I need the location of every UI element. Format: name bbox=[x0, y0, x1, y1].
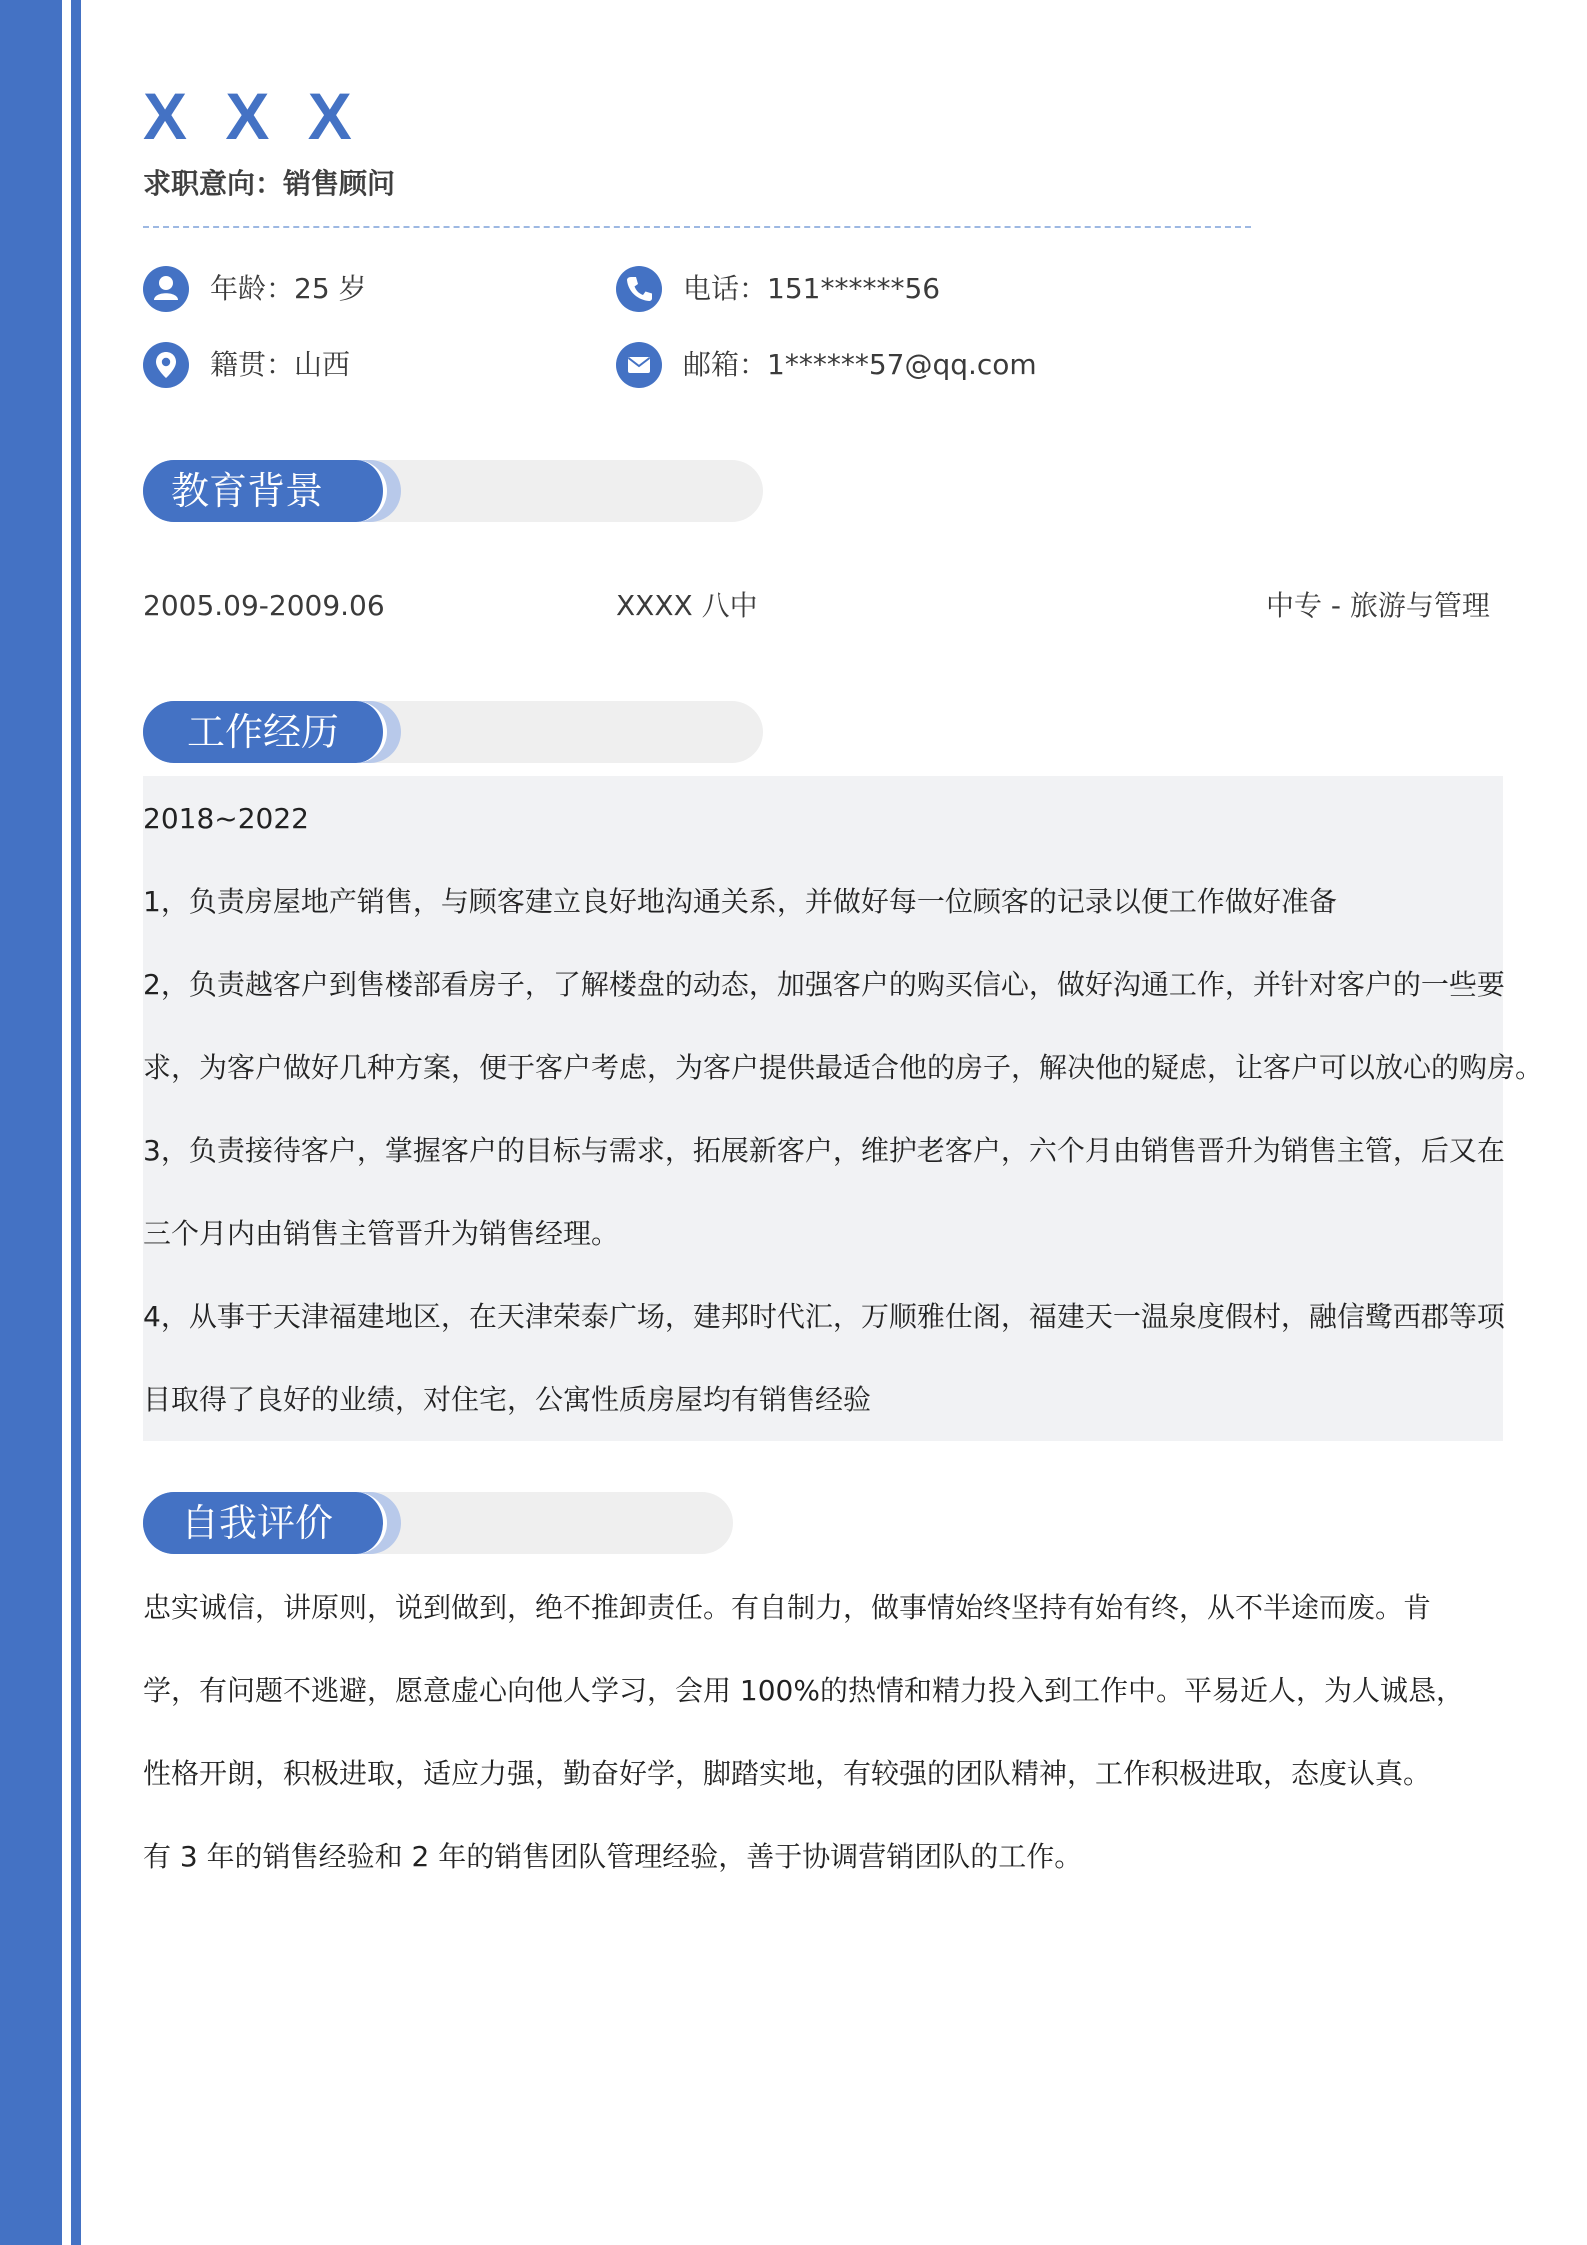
left-accent-bar bbox=[0, 0, 62, 2245]
self-eval-line: 性格开朗，积极进取，适应力强，勤奋好学，脚踏实地，有较强的团队精神，工作积极进取，态度认真。 bbox=[143, 1757, 1432, 1790]
self-eval-title: 自我评价 bbox=[181, 1501, 334, 1545]
work-line: 1，负责房屋地产销售，与顾客建立良好地沟通关系，并做好每一位顾客的记录以便工作做好准备 bbox=[143, 885, 1337, 918]
contact-age bbox=[143, 264, 367, 314]
work-line: 目取得了良好的业绩，对住宅，公寓性质房屋均有销售经验 bbox=[143, 1383, 872, 1416]
left-accent-stripe bbox=[71, 0, 81, 2245]
job-intention: 求职意向：销售顾问 bbox=[143, 167, 396, 200]
education-degree-major: 中专 - 旅游与管理 bbox=[1266, 589, 1490, 622]
contact-email bbox=[616, 340, 1037, 390]
work-title: 工作经历 bbox=[187, 710, 340, 754]
work-period: 2018~2022 bbox=[143, 802, 309, 835]
education-period: 2005.09-2009.06 bbox=[143, 589, 385, 622]
location-pin-icon bbox=[143, 342, 189, 388]
phone-icon bbox=[616, 266, 662, 312]
work-line: 三个月内由销售主管晋升为销售经理。 bbox=[143, 1217, 620, 1250]
work-line: 3，负责接待客户，掌握客户的目标与需求，拓展新客户，维护老客户，六个月由销售晋升为销售主管，后又在 bbox=[143, 1134, 1505, 1167]
envelope-icon bbox=[616, 342, 662, 388]
education-school: XXXX 八中 bbox=[616, 589, 758, 622]
work-experience-panel bbox=[143, 776, 1503, 1441]
education-title: 教育背景 bbox=[171, 469, 324, 513]
age-text: 年龄：25 岁 bbox=[210, 272, 367, 305]
phone-text: 电话：151******56 bbox=[683, 272, 941, 305]
contact-phone bbox=[616, 264, 940, 314]
person-icon bbox=[143, 266, 189, 312]
self-eval-line: 学，有问题不逃避，愿意虚心向他人学习，会用 100%的热情和精力投入到工作中。平易近人，为人诚恳， bbox=[143, 1674, 1464, 1707]
candidate-name: X X X bbox=[143, 79, 362, 153]
contact-hometown bbox=[143, 340, 350, 390]
self-eval-line: 有 3 年的销售经验和 2 年的销售团队管理经验，善于协调营销团队的工作。 bbox=[143, 1840, 1083, 1873]
work-line: 求，为客户做好几种方案，便于客户考虑，为客户提供最适合他的房子，解决他的疑虑，让客户可以放心的购房。 bbox=[143, 1051, 1544, 1084]
self-eval-line: 忠实诚信，讲原则，说到做到，绝不推卸责任。有自制力，做事情始终坚持有始有终，从不半途而废。肯 bbox=[143, 1591, 1432, 1624]
work-line: 4，从事于天津福建地区，在天津荣泰广场，建邦时代汇，万顺雅仕阁，福建天一温泉度假村，融信鹭西郡等项 bbox=[143, 1300, 1505, 1333]
hometown-text: 籍贯：山西 bbox=[210, 348, 351, 381]
email-text: 邮箱：1******57@qq.com bbox=[683, 348, 1037, 381]
work-line: 2，负责越客户到售楼部看房子，了解楼盘的动态，加强客户的购买信心，做好沟通工作，并针对客户的一些要 bbox=[143, 968, 1505, 1001]
header-divider bbox=[143, 226, 1251, 228]
